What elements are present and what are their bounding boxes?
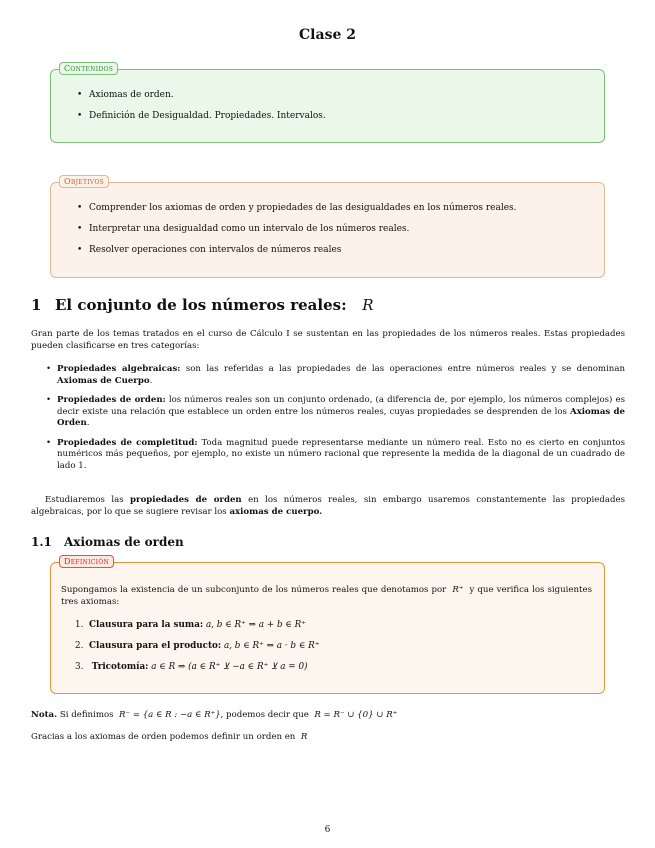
- axiom-name: Clausura para el producto:: [89, 641, 222, 651]
- property-term: Propiedades algebraicas:: [57, 364, 181, 374]
- contenidos-box: [50, 64, 605, 143]
- nota-label: Nota.: [31, 710, 58, 720]
- property-text: son las referidas a las propiedades de las operaciones entre números reales y se denominan: [185, 364, 625, 374]
- nota-formula: R = R⁻ ∪ {0} ∪ R⁺: [314, 710, 398, 720]
- objetivos-label: Objetivos: [59, 175, 109, 188]
- property-end: .: [86, 418, 90, 428]
- property-text: Toda magnitud puede representarse mediante un número real. Esto no es cierto en conjuntos numéricos más pequeños, por ejemplo, no existe un número racional que represente la medida de la diagonal de un cuadrado de lado 1.: [57, 437, 626, 471]
- axiom-name: Tricotomía:: [91, 662, 149, 672]
- axiom-number: 2.: [75, 641, 84, 651]
- property-bold-tail: Axiomas de Cuerpo: [57, 375, 150, 386]
- property-text: los números reales son un conjunto ordenado, (a diferencia de, por ejemplo, los números complejos) es decir existe una relación que establece un orden entre los números reales, cuyas propiedades se desprenden de los: [57, 395, 625, 417]
- definicion-box: [50, 557, 605, 694]
- closing-text: en los números reales, sin embargo usaremos constantemente las propiedades algebraicas, por lo que se sugiere revisar los: [31, 495, 625, 517]
- list-item: [46, 395, 625, 430]
- definicion-text-b: y que verifica los siguientes tres axiomas:: [61, 585, 593, 607]
- list-item: • Interpretar una desigualdad como un intervalo de los números reales.: [77, 224, 584, 235]
- subsection-title: [31, 535, 184, 549]
- subsection-number: 1.1: [31, 535, 52, 549]
- subsection-title-text: Axiomas de orden: [64, 535, 184, 549]
- contenidos-list: [77, 90, 584, 132]
- list-item: • Comprender los axiomas de orden y propiedades de las desigualdades en los números reales.: [77, 203, 584, 214]
- list-item: [46, 364, 625, 387]
- objetivos-box: [50, 177, 605, 278]
- section-number: 1: [31, 296, 42, 314]
- nota-text: , podemos decir que: [220, 710, 309, 720]
- axiom-formula: a, b ∈ R⁺ ⇒ a + b ∈ R⁺: [205, 620, 306, 630]
- section-intro: Gran parte de los temas tratados en el curso de Cálculo I se sustentan en las propiedades de los números reales. Estas propiedades pueden clasificarse en tres categorías:: [31, 329, 625, 351]
- section-closing: [31, 495, 625, 518]
- definicion-symbol: R⁺: [452, 585, 464, 595]
- page-number: 6: [324, 825, 331, 835]
- axiom-number: 1.: [75, 620, 84, 630]
- axiom-formula: a, b ∈ R⁺ ⇒ a · b ∈ R⁺: [223, 641, 320, 651]
- list-item: [75, 640, 319, 652]
- page-title: Clase 2: [299, 27, 356, 43]
- definicion-text-a: Supongamos la existencia de un subconjunto de los números reales que denotamos por: [61, 585, 447, 595]
- nota-formula: R⁻ = {a ∈ R : −a ∈ R⁺}: [119, 710, 221, 720]
- property-term: Propiedades de completitud:: [57, 437, 198, 448]
- section-symbol: R: [362, 296, 374, 314]
- closing-text: Estudiaremos las: [45, 495, 124, 505]
- list-item: [75, 661, 319, 673]
- contenidos-label: Contenidos: [59, 62, 118, 75]
- axiom-name: Clausura para la suma:: [89, 620, 204, 630]
- list-item: • Resolver operaciones con intervalos de números reales: [77, 245, 584, 256]
- closing-bold: axiomas de cuerpo.: [229, 506, 323, 517]
- final-symbol: R: [300, 732, 308, 742]
- nota-text: Si definimos: [59, 710, 114, 720]
- objetivos-list: [77, 203, 584, 266]
- list-item: [46, 438, 625, 473]
- section-title-text: El conjunto de los números reales:: [55, 296, 347, 314]
- definicion-label: Definición: [59, 555, 114, 568]
- final-paragraph: [31, 732, 625, 744]
- list-item: • Axiomas de orden.: [77, 90, 584, 101]
- final-text: Gracias a los axiomas de orden podemos definir un orden en: [31, 732, 296, 742]
- property-bold-tail: Axiomas de Orden: [57, 406, 625, 428]
- definicion-text: [61, 585, 592, 608]
- nota-paragraph: [31, 710, 625, 722]
- list-item: • Definición de Desigualdad. Propiedades. Intervalos.: [77, 111, 584, 122]
- property-end: .: [149, 375, 153, 386]
- axioms-list: [75, 619, 319, 682]
- properties-list: [46, 364, 625, 480]
- closing-bold: propiedades de orden: [130, 495, 242, 505]
- axiom-number: 3.: [75, 662, 84, 672]
- axiom-formula: a ∈ R ⇒ (a ∈ R⁺ ⊻ −a ∈ R⁺ ⊻ a = 0): [151, 662, 308, 672]
- property-term: Propiedades de orden:: [57, 395, 166, 405]
- list-item: [75, 619, 319, 631]
- section-title: [31, 296, 374, 314]
